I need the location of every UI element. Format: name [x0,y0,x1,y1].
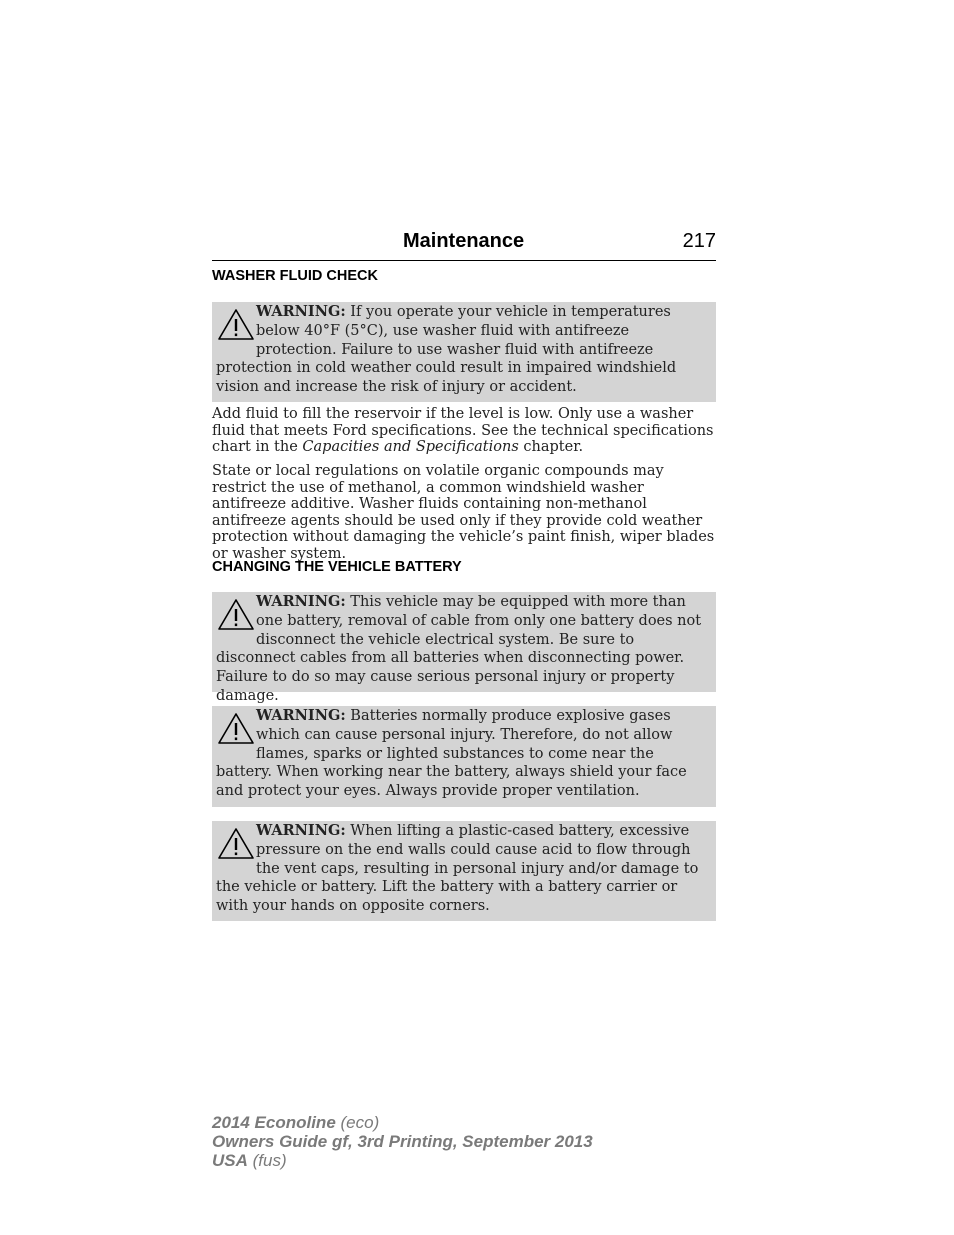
footer-region-line [212,1151,593,1170]
warning-label: WARNING: [256,303,346,320]
warning-text: This vehicle may be equipped with more than one battery, removal of cable from only one battery does not disconnect the vehicle electrical system. Be sure to disconnect cables from all batteries when disconnecting power. Failure to do so may cause serious personal injury or property damage. [216,594,702,704]
warning-text: Batteries normally produce explosive gases which can cause personal injury. Therefore, do not allow flames, sparks or lighted substances to come near the battery. When working near the battery, always shield your face and protect your eyes. Always provide proper ventilation. [216,708,687,800]
paragraph-text: chapter. [518,439,584,456]
page-footer [212,1113,593,1170]
warning-label: WARNING: [256,822,346,839]
chapter-title: Maintenance [403,230,525,252]
warning-box-washer-fluid [212,302,716,402]
footer-guide-line [212,1132,593,1151]
warning-box-battery-cables [212,592,716,704]
footer-model-code: (eco) [340,1113,380,1132]
footer-model: 2014 Econoline [212,1113,336,1132]
warning-triangle-icon [216,710,256,750]
paragraph-text: Add fluid to fill the reservoir if the level is low. Only use a washer fluid that meets Ford specifications. See the technical specifications chart in the [212,406,714,456]
warning-text: If you operate your vehicle in temperatures below 40°F (5°C), use washer fluid with antifreeze protection. Failure to use washer fluid with antifreeze protection in cold weather could result in impaired windshield vision and increase the risk of injury or accident. [216,304,677,396]
page-header [212,230,716,261]
footer-guide: Owners Guide gf, 3rd Printing, September 2013 [212,1132,593,1151]
footer-model-line [212,1113,593,1132]
warning-triangle-icon [216,306,256,346]
section-heading-battery: CHANGING THE VEHICLE BATTERY [212,559,462,575]
footer-region-code: (fus) [252,1151,287,1170]
page-number: 217 [682,230,716,252]
warning-label: WARNING: [256,593,346,610]
section-heading-washer-fluid: WASHER FLUID CHECK [212,268,378,284]
chapter-reference: Capacities and Specifications [302,439,519,456]
warning-triangle-icon [216,825,256,865]
warning-label: WARNING: [256,707,346,724]
warning-text: When lifting a plastic-cased battery, excessive pressure on the end walls could cause acid to flow through the vent caps, resulting in personal injury and/or damage to the vehicle or battery. Lift the battery with a battery carrier or with your hands on opposite corners. [216,823,699,915]
warning-box-lifting-battery [212,821,716,921]
warning-box-explosive-gases [212,706,716,807]
paragraph-regulations: State or local regulations on volatile organic compounds may restrict the use of methanol, a common windshield washer antifreeze additive. Washer fluids containing non-methanol antifreeze agents should be used only if they provide cold weather protection without damaging the vehicle’s paint finish, wiper blades or washer system. [212,463,715,562]
paragraph-add-fluid [212,406,716,456]
warning-triangle-icon [216,596,256,636]
footer-region: USA [212,1151,248,1170]
